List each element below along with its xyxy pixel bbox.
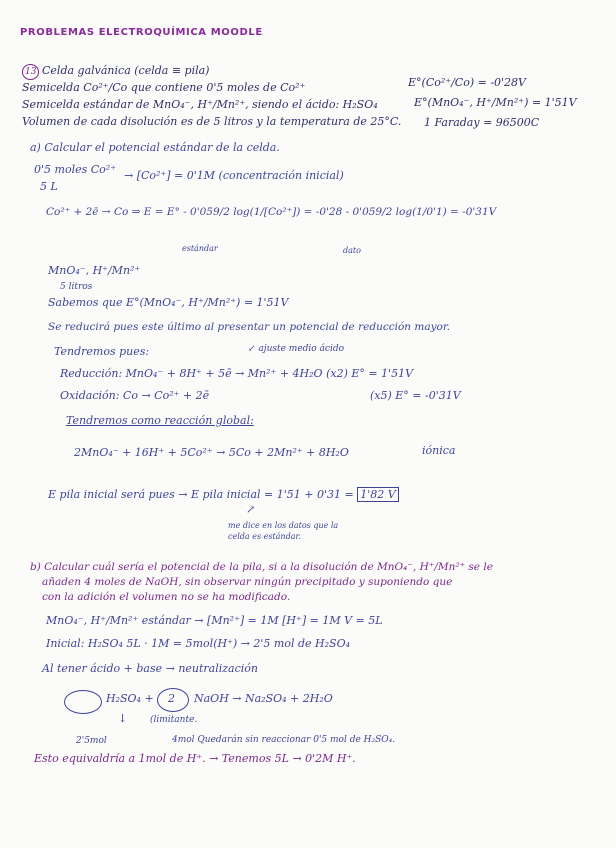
- epila-line: E pila inicial será pues → E pila inicial = 1'51 + 0'31 = 1'82 V: [48, 488, 399, 502]
- conc-result: → [Co²⁺] = 0'1M (concentración inicial): [124, 169, 344, 182]
- global-label: Tendremos como reacción global:: [66, 414, 254, 427]
- reaction-right: NaOH → Na₂SO₄ + 2H₂O: [194, 692, 333, 705]
- tendremos-line: Tendremos pues:: [54, 345, 150, 358]
- conc-volume: 5 L: [40, 180, 58, 193]
- part-b-question-1: b) Calcular cuál sería el potencial de la pila, si a la disolución de MnO₄⁻, H⁺/Mn²⁺ se le: [30, 561, 493, 573]
- part-a-question: a) Calcular el potencial estándar de la celda.: [30, 141, 280, 154]
- inicial-line: Inicial: H₂SO₄ 5L · 1M = 5mol(H⁺) → 2'5 mol de H₂SO₄: [46, 637, 350, 650]
- problem-header: Celda galvánica (celda ≡ pila): [42, 64, 210, 77]
- statement-line-2: Semicelda estándar de MnO₄⁻, H⁺/Mn²⁺, siendo el ácido: H₂SO₄: [22, 98, 378, 111]
- statement-line-3: Volumen de cada disolución es de 5 litros y la temperatura de 25°C.: [22, 115, 402, 128]
- reduccion-line: Reducción: MnO₄⁻ + 8H⁺ + 5ē → Mn²⁺ + 4H₂O (x2) E° = 1'51V: [60, 367, 414, 380]
- oxidacion-line: Oxidación: Co → Co²⁺ + 2ē: [60, 389, 210, 402]
- mn-couple: MnO₄⁻, H⁺/Mn²⁺: [48, 264, 141, 277]
- neutralizacion-line: Al tener ácido + base → neutralización: [42, 662, 259, 675]
- faraday-constant: 1 Faraday = 96500C: [424, 116, 540, 129]
- h2so4-moles: 2'5mol: [76, 736, 107, 746]
- empty-oval: [64, 690, 102, 714]
- oxidacion-potential: (x5) E° = -0'31V: [370, 389, 461, 402]
- note-dato: dato: [343, 246, 361, 255]
- arrow-up: ↗: [246, 503, 256, 516]
- arrow-down: ↓: [118, 712, 128, 725]
- problem-number-badge: 13: [22, 64, 39, 80]
- nernst-equation: Co²⁺ + 2ē → Co ⇒ E = E° - 0'059/2 log(1/[Co²⁺]) = -0'28 - 0'059/2 log(1/0'1) = -0'31V: [46, 206, 497, 218]
- page-title: PROBLEMAS ELECTROQUÍMICA MOODLE: [20, 27, 263, 38]
- statement-line-1: Semicelda Co²⁺/Co que contiene 0'5 moles de Co²⁺: [22, 81, 306, 94]
- equivale-line: Esto equivaldría a 1mol de H⁺. → Tenemos 5L → 0'2M H⁺.: [34, 752, 356, 765]
- reduce-line: Se reducirá pues este último al presentar un potencial de reducción mayor.: [48, 321, 451, 333]
- global-reaction: 2MnO₄⁻ + 16H⁺ + 5Co²⁺ → 5Co + 2Mn²⁺ + 8H₂O: [74, 446, 349, 459]
- mn-volume: 5 litros: [60, 282, 93, 292]
- reaction-coefficient: 2: [168, 692, 175, 705]
- standard-potential-co: E°(Co²⁺/Co) = -0'28V: [408, 76, 527, 89]
- epila-result: 1'82 V: [357, 487, 398, 502]
- note-estandar: estándar: [182, 244, 218, 253]
- part-b-question-2: añaden 4 moles de NaOH, sin observar ningún precipitado y suponiendo que: [42, 576, 453, 588]
- quedaran-line: 4mol Quedarán sin reaccionar 0'5 mol de H₂SO₄.: [172, 735, 396, 745]
- standard-line: MnO₄⁻, H⁺/Mn²⁺ estándar → [Mn²⁺] = 1M [H⁺] = 1M V = 5L: [46, 614, 383, 627]
- conc-moles: 0'5 moles Co²⁺: [34, 163, 116, 176]
- note-datos: me dice en los datos que la celda es estándar.: [228, 521, 339, 541]
- part-b-question-3: con la adición el volumen no se ha modificado.: [42, 591, 291, 603]
- limitante-note: (limitante.: [150, 715, 198, 725]
- reaction-left: H₂SO₄ +: [106, 692, 154, 705]
- standard-potential-mn: E°(MnO₄⁻, H⁺/Mn²⁺) = 1'51V: [414, 96, 577, 109]
- sabemos-line: Sabemos que E°(MnO₄⁻, H⁺/Mn²⁺) = 1'51V: [48, 296, 289, 309]
- ionica-label: iónica: [422, 444, 456, 457]
- ajuste-note: ↙ ajuste medio ácido: [248, 344, 345, 354]
